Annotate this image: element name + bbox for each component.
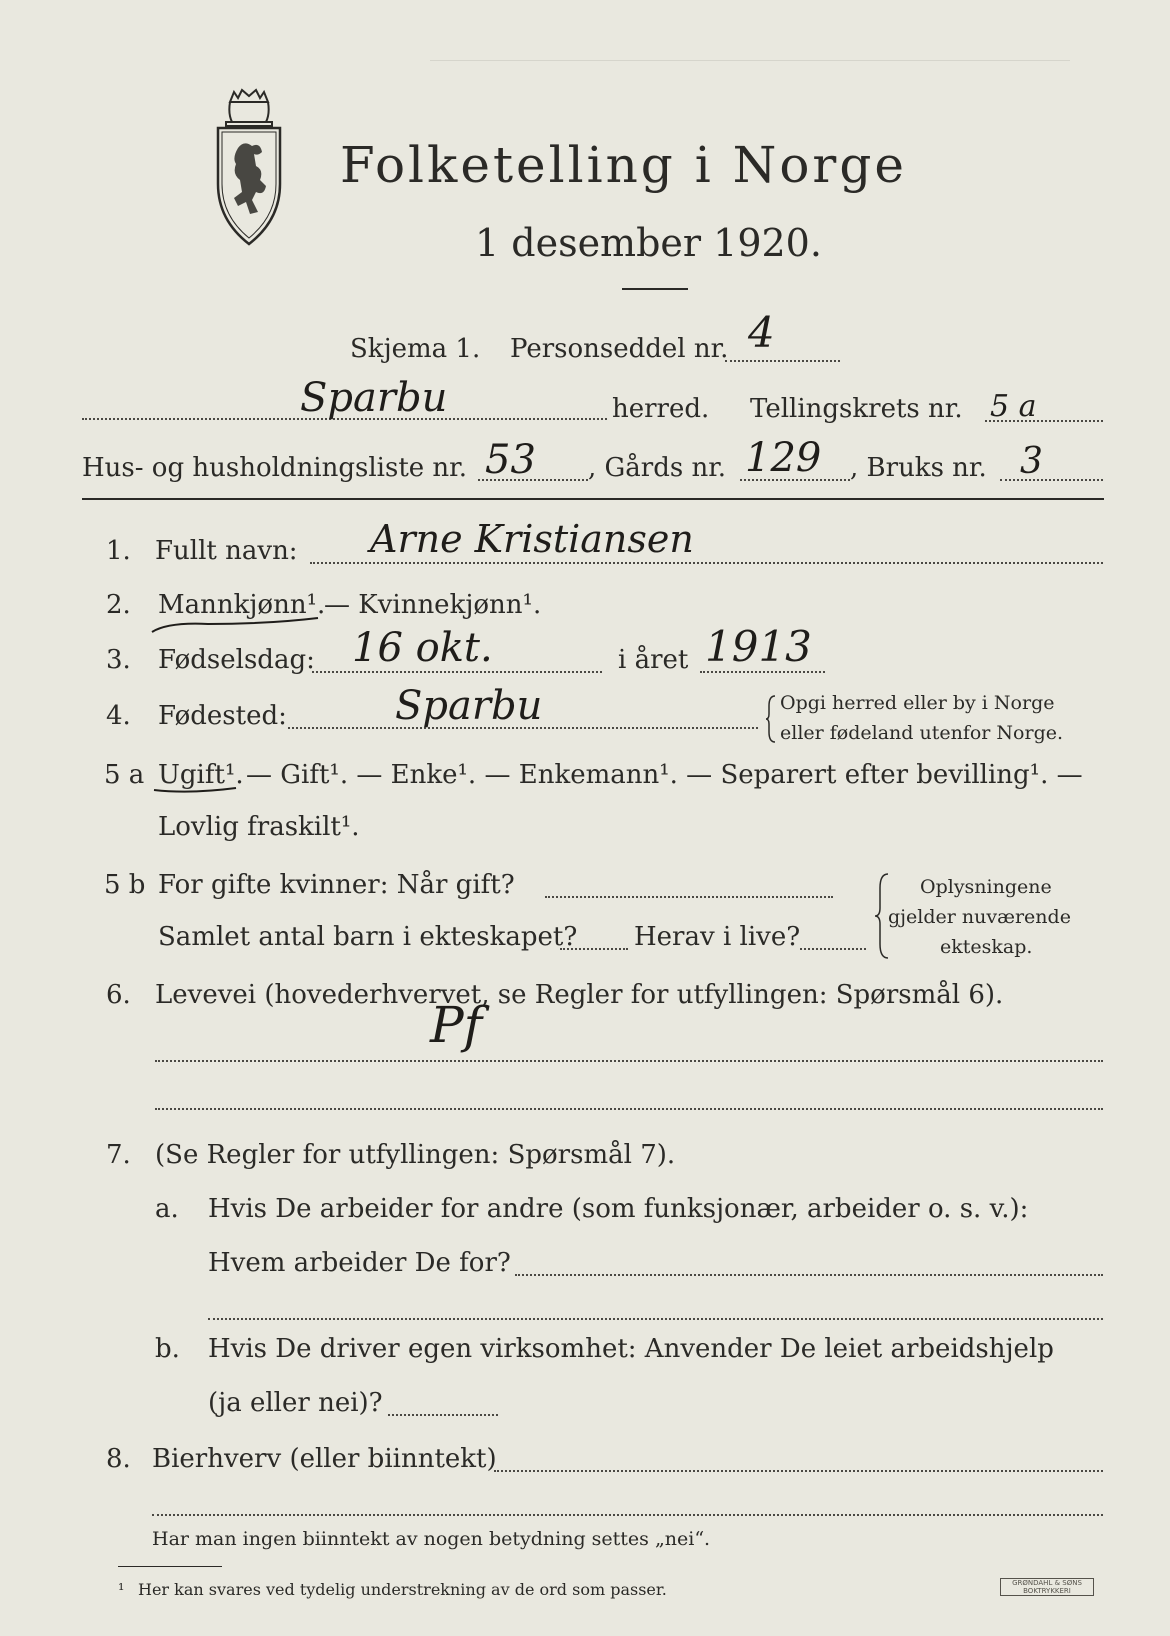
q5b-children-line [560, 948, 628, 950]
q6-label: Levevei (hovederhvervet, se Regler for utfyllingen: Spørsmål 6). [155, 980, 1004, 1010]
footnote-mark: ¹ [118, 1580, 125, 1599]
hus-value: 53 [485, 437, 536, 483]
header-divider [82, 498, 1104, 500]
title-divider [622, 288, 688, 290]
printer-stamp: GRØNDAHL & SØNS BOKTRYKKERI [1000, 1578, 1094, 1596]
q1-line [310, 562, 1103, 564]
gards-value: 129 [745, 435, 822, 481]
q6-line-2 [155, 1108, 1103, 1110]
q5b-label: For gifte kvinner: Når gift? [158, 870, 515, 900]
q5b-note-3: ekteskap. [940, 936, 1033, 958]
q2-underline-mark [148, 612, 323, 638]
q8-label: Bierhverv (eller biinntekt) [152, 1444, 497, 1474]
q1-number: 1. [106, 536, 131, 566]
q4-number: 4. [106, 701, 131, 731]
personseddel-line [725, 360, 840, 362]
q7-label: (Se Regler for utfyllingen: Spørsmål 7). [155, 1140, 676, 1170]
q5b-alive-line [800, 948, 866, 950]
q1-value: Arne Kristiansen [370, 517, 694, 561]
q5b-children-label: Samlet antal barn i ekteskapet? [158, 922, 578, 952]
q7a-line2: Hvem arbeider De for? [208, 1248, 511, 1278]
q4-brace [765, 694, 777, 744]
q5b-number: 5 b [104, 870, 146, 900]
bleed-through [430, 60, 1070, 73]
tellingskrets-value: 5 a [990, 389, 1037, 424]
q5a-number: 5 a [104, 760, 145, 790]
personseddel-value: 4 [748, 308, 775, 357]
q2-male-option: Mannkjønn¹. [158, 590, 326, 620]
hus-label: Hus- og husholdningsliste nr. [82, 453, 468, 483]
q5b-line [545, 896, 833, 898]
q3-year-value: 1913 [705, 622, 812, 671]
q7b-line2: (ja eller nei)? [208, 1388, 383, 1418]
herred-value: Sparbu [300, 375, 448, 421]
q3-line [312, 671, 602, 673]
q6-number: 6. [106, 980, 131, 1010]
q3-number: 3. [106, 645, 131, 675]
gards-label: , Gårds nr. [588, 453, 727, 483]
bruks-line [1000, 479, 1103, 481]
form-date: 1 desember 1920. [475, 221, 822, 265]
q6-line-1 [155, 1060, 1103, 1062]
norwegian-coat-of-arms-icon [208, 88, 290, 248]
q8-line-1 [494, 1470, 1103, 1472]
q8-number: 8. [106, 1444, 131, 1474]
q5a-other-options: — Gift¹. — Enke¹. — Enkemann¹. — Separert efter bevilling¹. — [246, 760, 1083, 790]
q7a-label: Hvis De arbeider for andre (som funksjonær, arbeider o. s. v.): [208, 1194, 1029, 1224]
personseddel-label: Personseddel nr. [510, 334, 729, 364]
q3-value: 16 okt. [352, 625, 493, 671]
form-title: Folketelling i Norge [340, 136, 907, 194]
schema-label: Skjema 1. [350, 334, 481, 364]
q7b-line [388, 1414, 498, 1416]
q7b-number: b. [155, 1334, 180, 1364]
q4-value: Sparbu [395, 683, 543, 729]
q1-label: Fullt navn: [155, 536, 298, 566]
q6-value: Pf [430, 996, 483, 1054]
q3-label: Fødselsdag: [158, 645, 315, 675]
q7b-label: Hvis De driver egen virksomhet: Anvender De leiet arbeidshjelp [208, 1334, 1054, 1364]
q5a-underline-mark [150, 784, 240, 800]
q5b-alive-label: Herav i live? [634, 922, 801, 952]
bruks-value: 3 [1020, 441, 1043, 482]
q3-year-line [700, 671, 825, 673]
q5b-note-1: Oplysningene [920, 876, 1052, 898]
q7a-line-1 [515, 1274, 1103, 1276]
q5a-line2: Lovlig fraskilt¹. [158, 812, 360, 842]
q4-note-2: eller fødeland utenfor Norge. [780, 722, 1064, 744]
q5a-ugift-option: Ugift¹. [158, 760, 244, 790]
q2-number: 2. [106, 590, 131, 620]
herred-label: herred. [612, 394, 710, 424]
q2-female-option: — Kvinnekjønn¹. [324, 590, 542, 620]
q7a-number: a. [155, 1194, 179, 1224]
q7a-line-2 [208, 1318, 1103, 1320]
q4-label: Fødested: [158, 701, 287, 731]
bruks-label: , Bruks nr. [850, 453, 987, 483]
q5b-note-2: gjelder nuværende [888, 906, 1071, 928]
footer-note: Har man ingen biinntekt av nogen betydning settes „nei“. [152, 1528, 711, 1550]
q3-year-label: i året [618, 645, 689, 675]
tellingskrets-label: Tellingskrets nr. [750, 394, 963, 424]
footnote-text: Her kan svares ved tydelig understrekning av de ord som passer. [138, 1580, 667, 1599]
q8-line-2 [152, 1514, 1103, 1516]
footnote-divider [118, 1566, 222, 1567]
q4-note-1: Opgi herred eller by i Norge [780, 692, 1055, 714]
q7-number: 7. [106, 1140, 131, 1170]
